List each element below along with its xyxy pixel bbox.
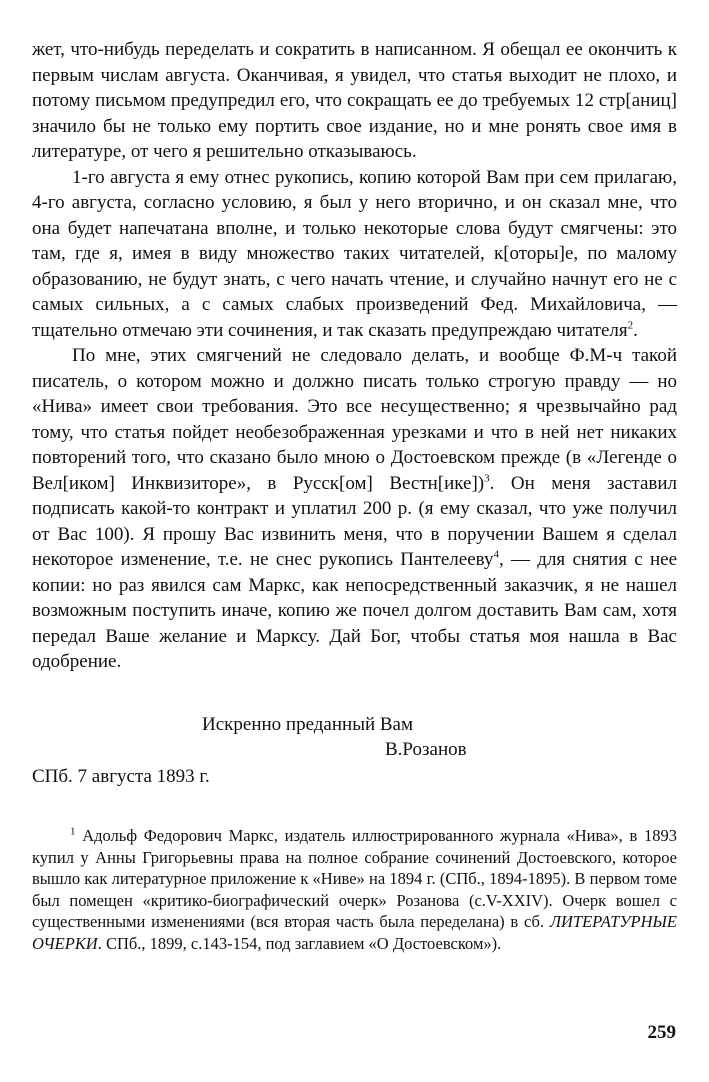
footnote-ref-4: 4	[493, 548, 499, 561]
signature-name: В.Розанов	[385, 739, 467, 760]
footnote-mark: 1	[70, 825, 76, 838]
footnote-text-after: . СПб., 1899, с.143-154, под заглавием «О Достоевском»).	[97, 933, 502, 953]
footnote-ref-2: 2	[627, 319, 634, 332]
footnote-text-before: Адольф Федорович Маркс, издатель иллюстрированного журнала «Нива», в 1893 купил у Анны Григорьевны права на полное собрание сочинений Достоевского, которое вышло как литературное приложение к «Ниве» на 1894 г. (СПб., 1894-1895). В первом томе был помещен «критико-биографический очерк» Розанова (с.V-XXIV). Очерк вошел с существенными изменениями (вся вторая часть была переделана) в сб.	[32, 826, 677, 931]
paragraph-2	[32, 165, 677, 344]
footnote-1	[32, 825, 677, 954]
signature-closing: Искренно преданный Вам	[202, 714, 414, 735]
paragraph-2-text: 1-го августа я ему отнес рукопись, копию которой Вам при сем прилагаю, 4-го августа, согласно условию, я был у него вторично, и он сказал мне, что она будет напечатана вполне, и только некоторые слова будут смягчены: это там, где я, имея в виду множество таких читателей, к[оторы]е, по малому образованию, не будут знать, с чего начать чтение, и случайно начнут его не с самых сильных, а с самых слабых произведений Фед. Михайловича, — тщательно отмечаю эти сочинения, и так сказать предупреждаю читателя	[32, 166, 677, 341]
footnote-ref-3: 3	[484, 472, 490, 485]
paragraph-1: жет, что-нибудь переделать и сократить в написанном. Я обещал ее окончить к первым числам августа. Оканчивая, я увидел, что статья выходит не плохо, и потому письмом предупредил его, что сокращать ее до требуемых 12 стр[аниц] значило бы не только ему портить свое издание, но и мне ронять свое имя в литературе, от чего я решительно отказываюсь.	[32, 39, 677, 162]
page-number: 259	[647, 1022, 676, 1043]
paragraph-3-part-1: По мне, этих смягчений не следовало делать, и вообще Ф.М-ч такой писатель, о котором можно и должно писать только строгую правду — но «Нива» имеет свои требования. Это все несущественно; я чрезвычайно рад тому, что статья пойдет необезображенная урезками и что в ней нет никаких повторений того, что сказано было мною о Достоевском прежде (в «Легенде о Вел[иком] Инквизиторе», в Русск[ом] Вестн[ике])	[32, 345, 677, 494]
footnote-book-title: ЛИТЕРАТУРНЫЕ ОЧЕРКИ	[32, 912, 677, 953]
paragraph-3-part-3: , — для снятия с нее копии: но раз явился сам Маркс, как непосредственный заказчик, я не нашел возможным поступить иначе, копию же почел долгом доставить Вам сам, хотя передал Ваше желание и Марксу. Дай Бог, чтобы статья моя нашла в Вас одобрение.	[32, 549, 678, 672]
place-date: СПб. 7 августа 1893 г.	[32, 766, 210, 787]
letter-body	[32, 37, 677, 675]
paragraph-3-part-2: . Он меня заставил подписать какой-то контракт и уплатил 200 р. (я ему сказал, что уже получил от Вас 100). Я прошу Вас извинить меня, что в поручении Вашем я сделал некоторое изменение, т.е. не снес рукопись Пантелееву	[32, 472, 677, 570]
paragraph-3	[32, 343, 677, 675]
paragraph-2-end: .	[633, 319, 638, 341]
